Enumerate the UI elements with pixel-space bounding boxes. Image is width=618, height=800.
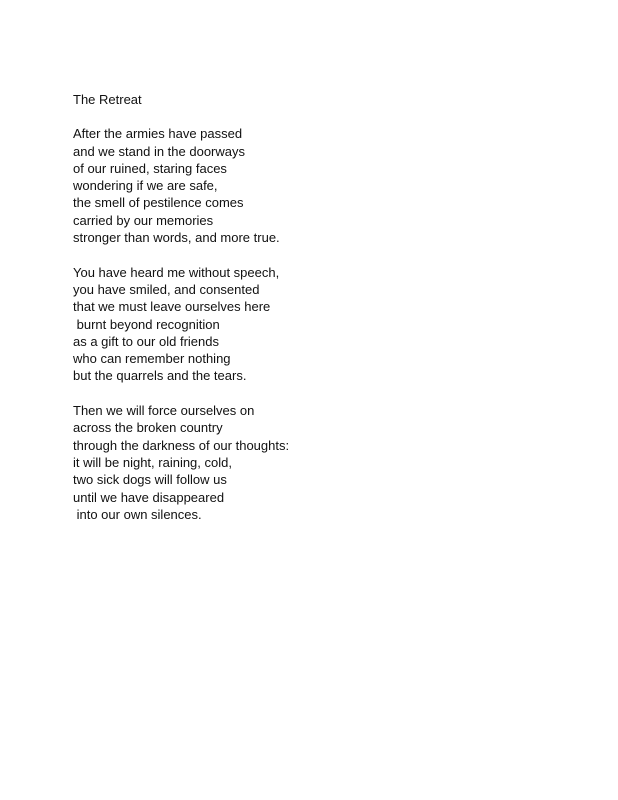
poem-title: The Retreat <box>73 92 142 107</box>
stanza-1 <box>73 125 289 246</box>
poem-line: across the broken country <box>73 420 223 436</box>
poem-line: that we must leave ourselves here <box>73 299 271 315</box>
poem-line: Then we will force ourselves on <box>73 403 255 419</box>
poem-line: as a gift to our old friends <box>73 333 219 349</box>
stanza-3 <box>73 402 289 523</box>
poem-line: After the armies have passed <box>73 126 243 142</box>
poem-line: wondering if we are safe, <box>73 178 218 194</box>
poem-line: who can remember nothing <box>73 351 231 367</box>
poem-line: You have heard me without speech, <box>73 264 280 280</box>
poem-line: carried by our memories <box>73 212 214 228</box>
poem-line: it will be night, raining, cold, <box>73 454 232 470</box>
poem-line: stronger than words, and more true. <box>73 230 280 246</box>
poem-line: you have smiled, and consented <box>73 281 260 297</box>
poem-line: the smell of pestilence comes <box>73 195 244 211</box>
poem-line: through the darkness of our thoughts: <box>73 437 290 453</box>
stanza-2 <box>73 264 289 385</box>
poem-line: two sick dogs will follow us <box>73 472 227 488</box>
poem-line: until we have disappeared <box>73 489 225 505</box>
poem <box>73 91 289 523</box>
poem-line: but the quarrels and the tears. <box>73 368 247 384</box>
poem-line: of our ruined, staring faces <box>73 160 227 176</box>
poem-line: and we stand in the doorways <box>73 143 245 159</box>
poem-line: burnt beyond recognition <box>73 316 220 332</box>
poem-line: into our own silences. <box>73 506 202 522</box>
